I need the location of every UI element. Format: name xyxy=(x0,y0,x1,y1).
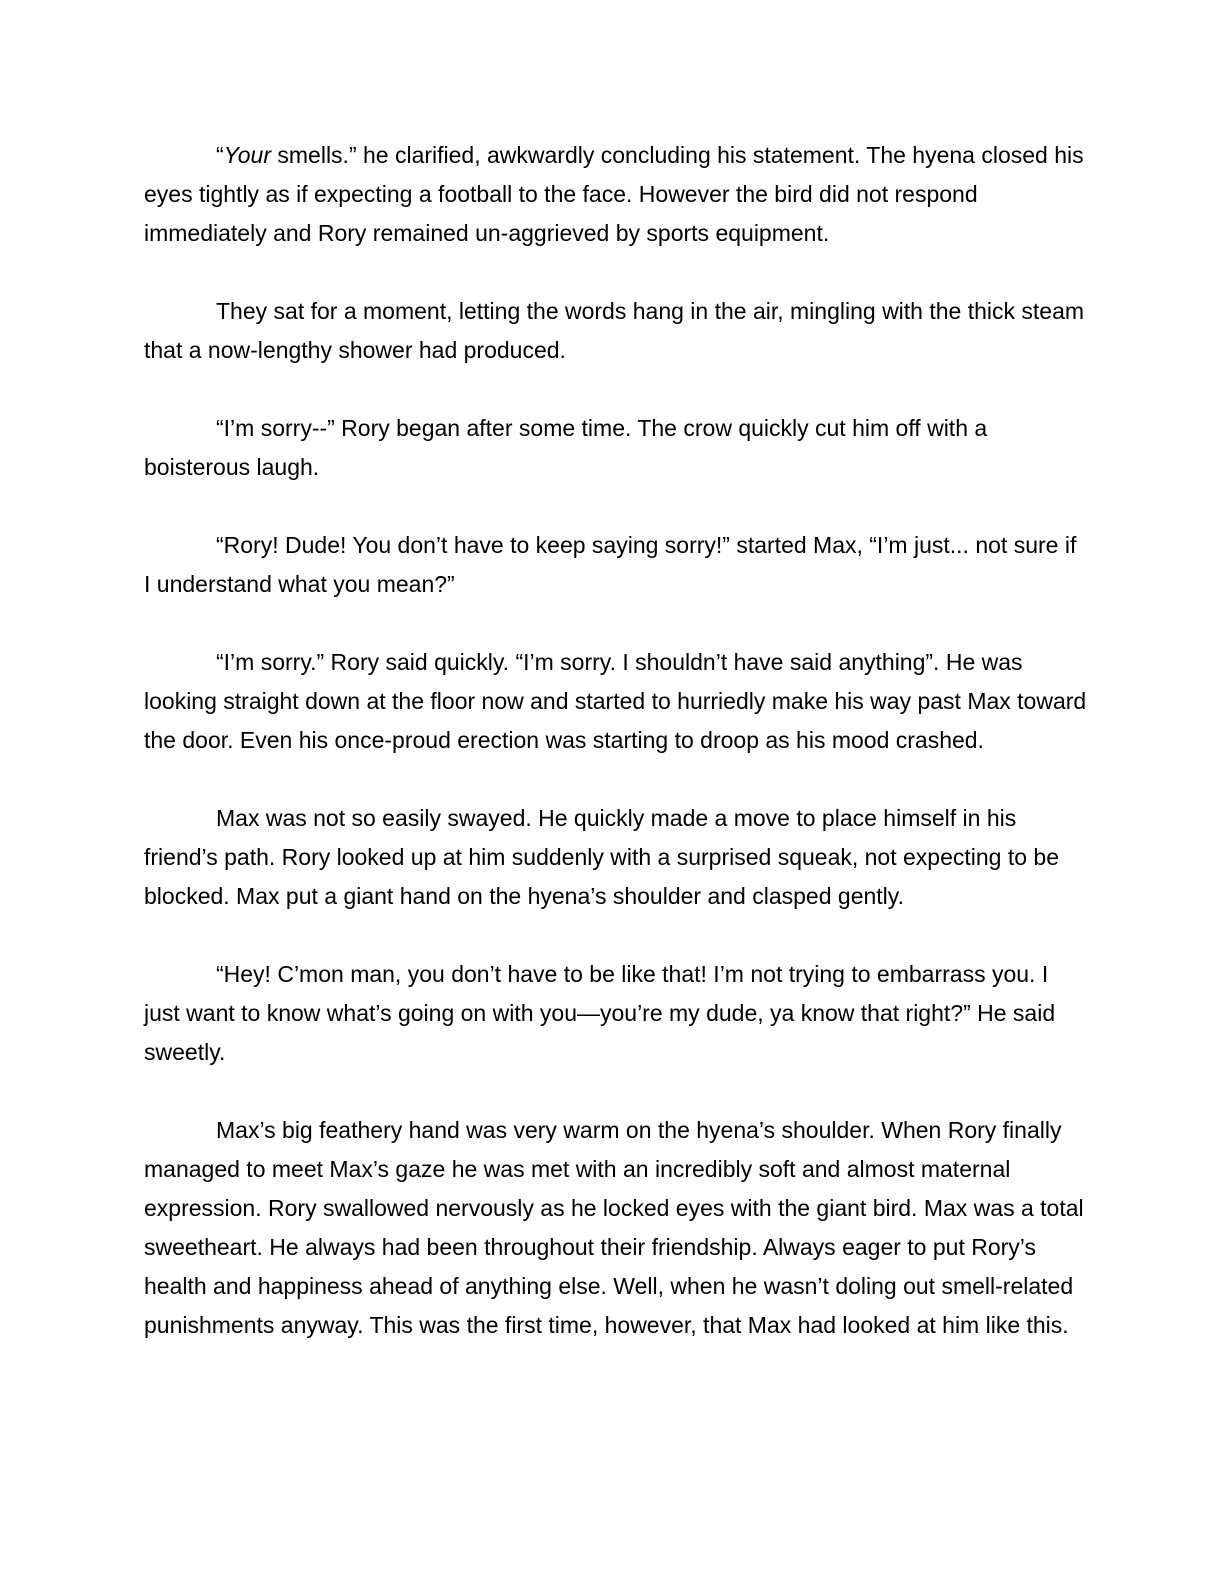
paragraph-text: smells.” he clarified, awkwardly concluding his statement. The hyena closed his eyes tightly as if expecting a football to the face. However the bird did not respond immediately and Rory remained un-aggrieved by sports equipment. xyxy=(144,142,1084,246)
paragraph-6: Max was not so easily swayed. He quickly made a move to place himself in his friend’s path. Rory looked up at him suddenly with a surprised squeak, not expecting to be blocked. Max put a giant hand on the hyena’s shoulder and clasped gently. xyxy=(144,805,1060,909)
paragraph-8: Max’s big feathery hand was very warm on the hyena’s shoulder. When Rory finally managed to meet Max’s gaze he was met with an incredibly soft and almost maternal expression. Rory swallowed nervously as he locked eyes with the giant bird. Max was a total sweetheart. He always had been throughout their friendship. Always eager to put Rory’s health and happiness ahead of anything else. Well, when he wasn’t doling out smell-related punishments anyway. This was the first time, however, that Max had looked at him like this. xyxy=(144,1117,1084,1338)
document-body xyxy=(144,136,1089,1345)
paragraph-5: “I’m sorry.” Rory said quickly. “I’m sorry. I shouldn’t have said anything”. He was looking straight down at the floor now and started to hurriedly make his way past Max toward the door. Even his once-proud erection was starting to droop as his mood crashed. xyxy=(144,649,1087,753)
paragraph-1 xyxy=(144,136,1089,253)
paragraph-2: They sat for a moment, letting the words hang in the air, mingling with the thick steam that a now-lengthy shower had produced. xyxy=(144,298,1085,363)
opening-quote: “ xyxy=(216,142,224,168)
paragraph-4: “Rory! Dude! You don’t have to keep saying sorry!” started Max, “I’m just... not sure if I understand what you mean?” xyxy=(144,532,1077,597)
italic-emphasis: Your xyxy=(223,142,271,168)
paragraph-3: “I’m sorry--” Rory began after some time. The crow quickly cut him off with a boisterous laugh. xyxy=(144,415,988,480)
paragraph-7: “Hey! C’mon man, you don’t have to be like that! I’m not trying to embarrass you. I just want to know what’s going on with you—you’re my dude, ya know that right?” He said sweetly. xyxy=(144,961,1056,1065)
